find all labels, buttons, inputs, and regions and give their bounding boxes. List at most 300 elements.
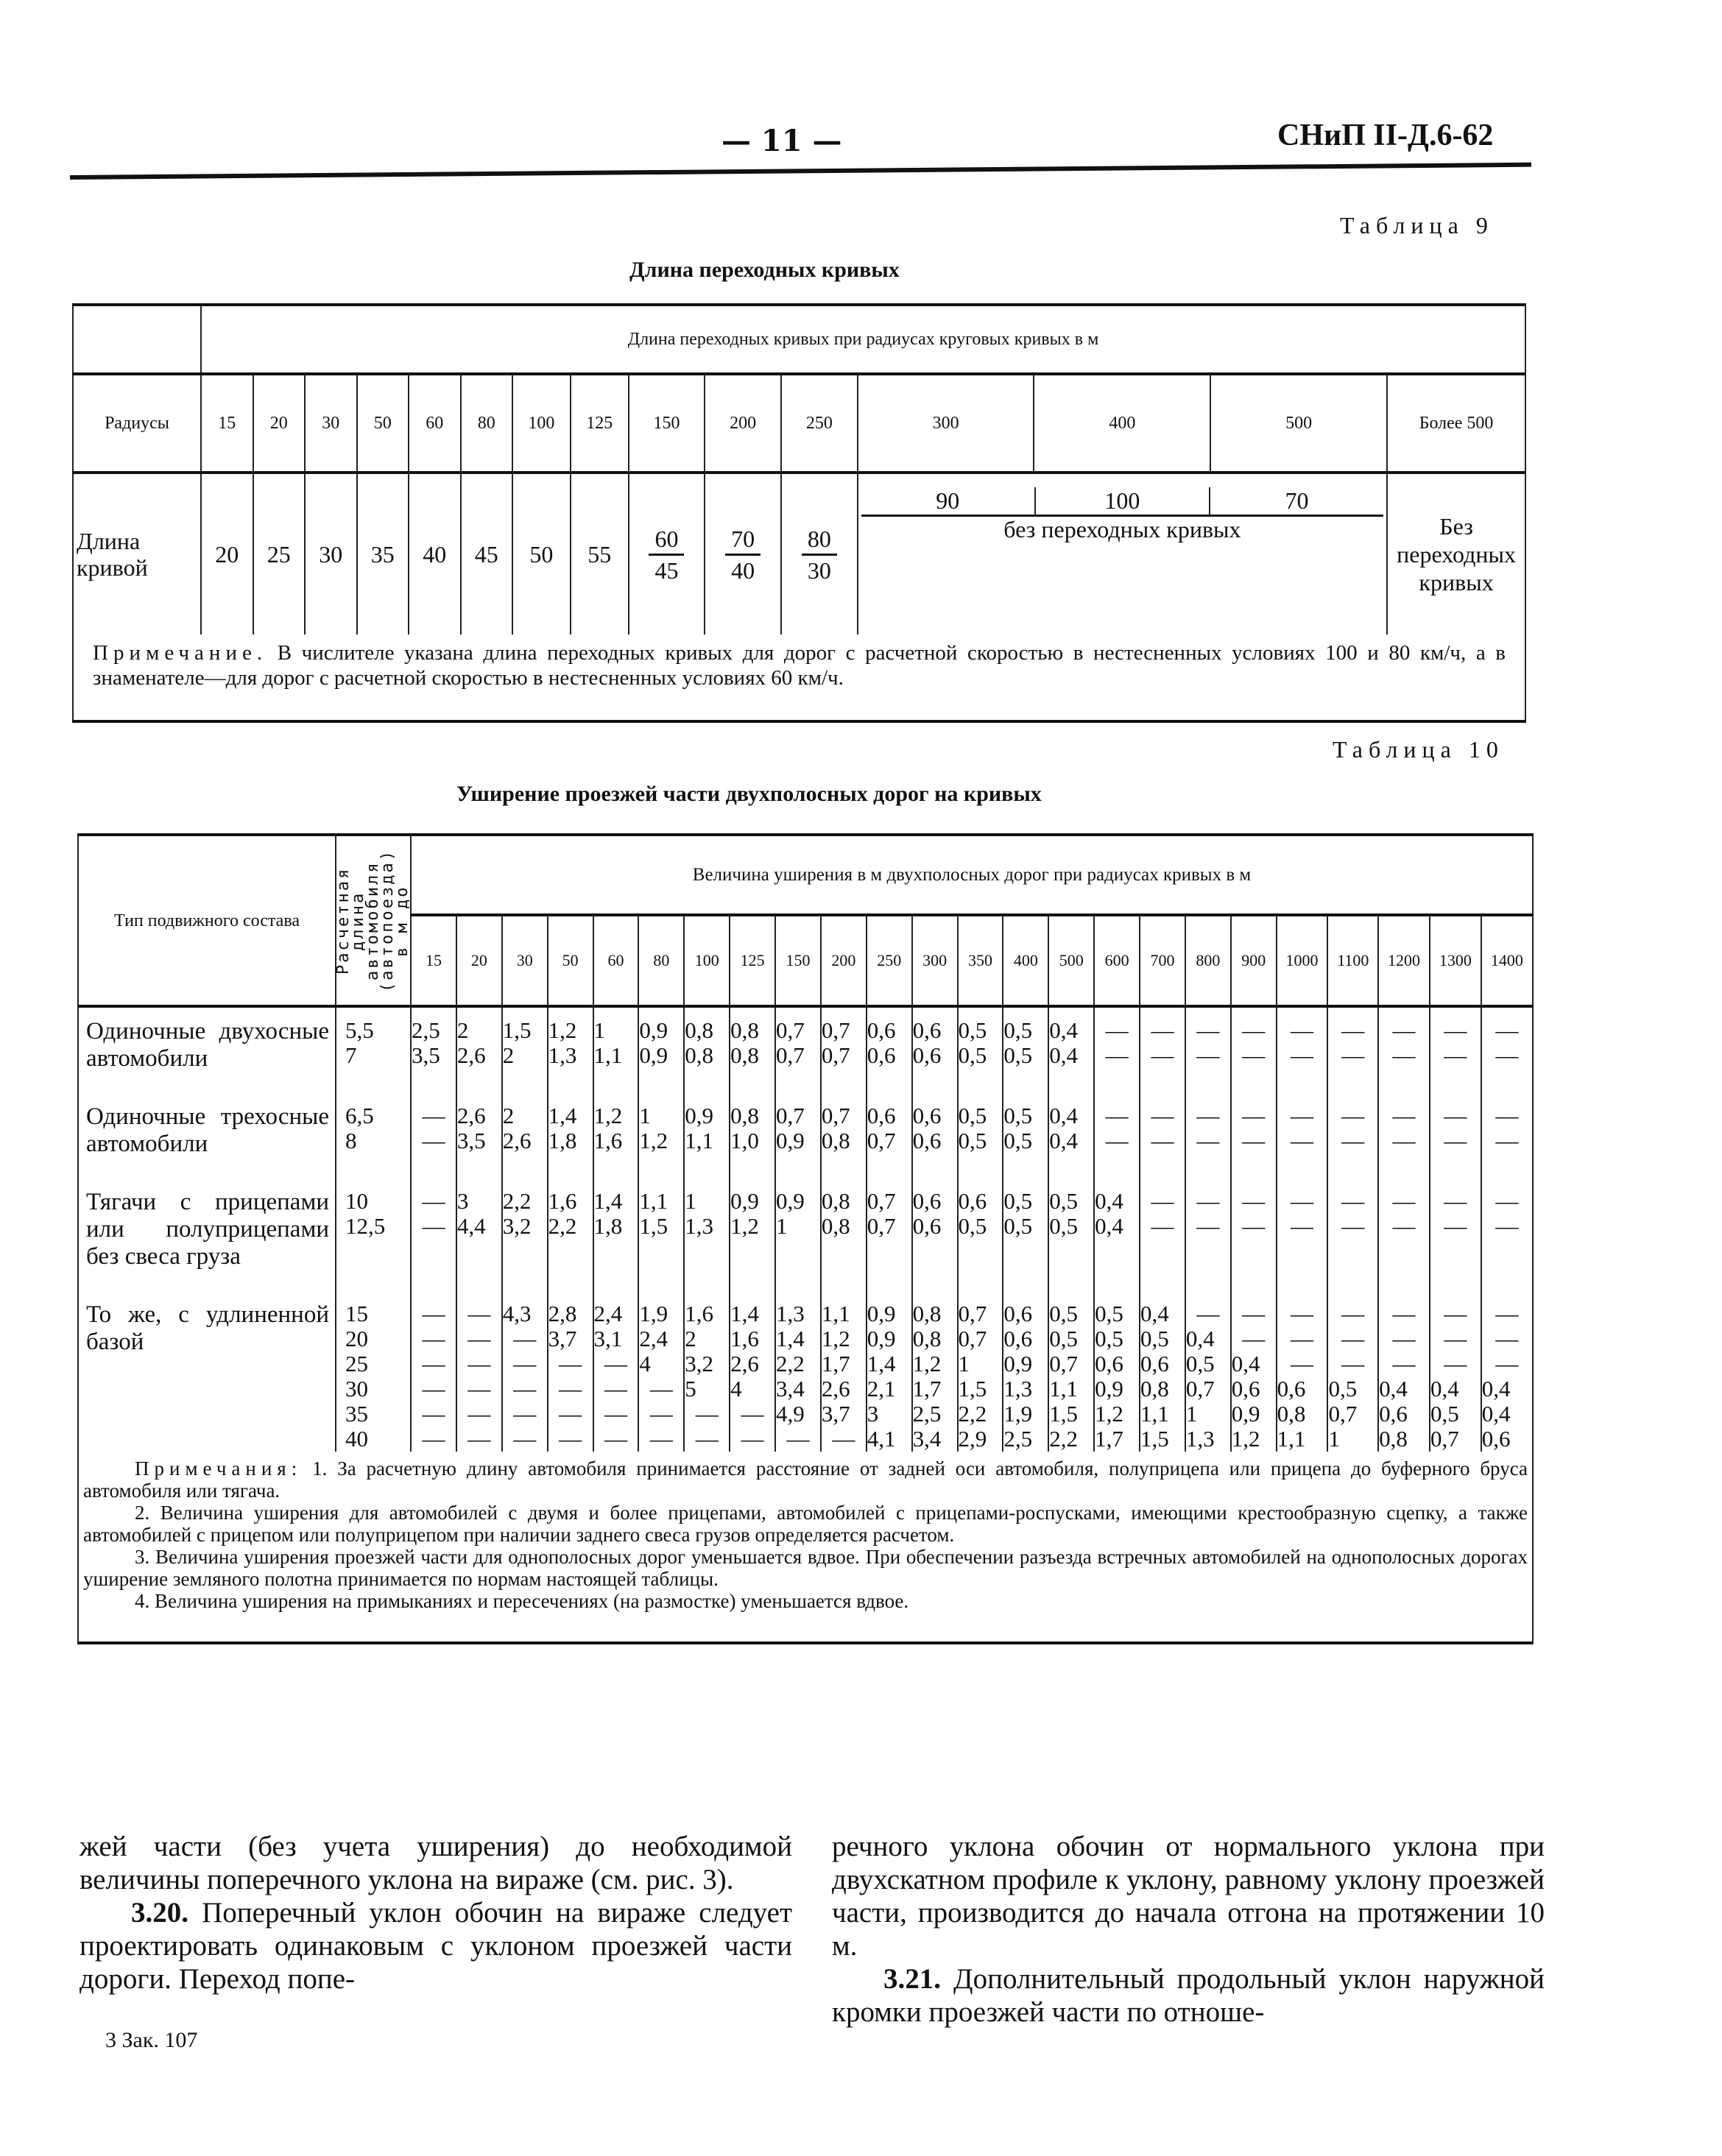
widening-value: 0,6 [1481, 1426, 1511, 1452]
widening-value: 0,8 [821, 1188, 850, 1214]
table10-group-row [78, 1291, 1533, 1452]
table10-radius-cell: 1300 [1430, 915, 1481, 1006]
table10-radius-cell: 350 [958, 915, 1003, 1006]
widening-value: 2,5 [412, 1017, 440, 1043]
body-left-para1: жей части (без учета уширения) до необходимой величины поперечного уклона на вираже (см. рис. 3). [80, 1831, 792, 1895]
table10-value-cell [1231, 1093, 1277, 1178]
fraction-denominator: 45 [654, 556, 679, 584]
widening-value: 2,6 [456, 1042, 486, 1068]
table10-value-cell [1140, 1178, 1185, 1291]
table10-radius-cell: 500 [1048, 915, 1094, 1006]
table10-value-cell [1048, 1006, 1094, 1093]
table9-length-cell: 45 [461, 473, 513, 635]
widening-value: 0,5 [1049, 1213, 1078, 1239]
table10-value-cell [1231, 1006, 1277, 1093]
widening-value: — [1495, 1103, 1519, 1128]
widening-value: 0,8 [1140, 1376, 1169, 1402]
widening-value: 1 [1328, 1426, 1340, 1452]
table10-value-cell [867, 1291, 912, 1452]
table10-radius-cell: 800 [1185, 915, 1231, 1006]
table10-value-cell [958, 1006, 1003, 1093]
widening-value: 2,2 [548, 1213, 577, 1239]
table10-value-cell [1231, 1291, 1277, 1452]
widening-value: — [1151, 1042, 1174, 1068]
widening-value: — [1291, 1326, 1314, 1351]
widening-value: 1,6 [730, 1326, 759, 1351]
table10-length-header [336, 835, 411, 1006]
table10-value-cell [1378, 1093, 1430, 1178]
table9-length-cell: 55 [571, 473, 629, 635]
widening-value: 0,7 [821, 1017, 850, 1043]
widening-value: 0,7 [1430, 1426, 1459, 1452]
widening-value: — [422, 1103, 445, 1128]
widening-value: — [559, 1401, 582, 1427]
table10-radius-cell: 1000 [1277, 915, 1328, 1006]
widening-value: 2 [456, 1017, 469, 1043]
widening-value: — [1392, 1326, 1416, 1351]
table10-value-cell [821, 1006, 867, 1093]
table10-value-cell [456, 1291, 502, 1452]
footer-order-code: 3 Зак. 107 [105, 2028, 198, 2052]
table9-note-text: В числителе указана длина переходных кривых для дорог с расчетной скоростью в нестесненных условиях 100 и 80 км/ч, а в знаменателе—для дорог с расчетной скоростью в нестесненных условиях 60 км/ч. [93, 641, 1506, 690]
widening-value: 2,1 [867, 1376, 896, 1402]
table10-value-cell [1185, 1178, 1231, 1291]
widening-value: — [1196, 1301, 1220, 1326]
widening-value: — [1151, 1128, 1174, 1153]
table10-value-cell [593, 1291, 639, 1452]
widening-value: 0,7 [776, 1103, 805, 1128]
widening-value: 0,9 [867, 1326, 896, 1351]
table10-notes [78, 1452, 1533, 1643]
widening-value: 0,7 [776, 1042, 805, 1068]
widening-value: 2,6 [821, 1376, 850, 1402]
widening-value: 3 [867, 1401, 879, 1427]
widening-value: 0,6 [1095, 1351, 1123, 1376]
widening-value: 0,8 [1379, 1426, 1408, 1452]
table10-value-cell [638, 1006, 684, 1093]
widening-value: 1,1 [1049, 1376, 1078, 1402]
table10-value-cell [548, 1093, 593, 1178]
widening-value: 3,1 [593, 1326, 623, 1351]
widening-value: 0,8 [1277, 1401, 1306, 1427]
widening-value: 0,6 [1379, 1401, 1408, 1427]
widening-value: 0,9 [639, 1042, 668, 1068]
table10-value-cell [912, 1178, 958, 1291]
table10-value-cell [1094, 1291, 1140, 1452]
widening-value: — [1196, 1017, 1220, 1043]
fraction-denominator: 40 [731, 556, 755, 584]
widening-value: 0,8 [730, 1103, 759, 1128]
table9-length-label: Длина кривой [73, 473, 201, 635]
length-value: 10 [345, 1188, 368, 1214]
table9-radius-cell: 200 [705, 374, 781, 473]
table9-radius-cell: 50 [357, 374, 409, 473]
widening-value: 2,6 [502, 1128, 532, 1153]
table10-value-cell [456, 1093, 502, 1178]
widening-value: 1 [685, 1188, 696, 1214]
widening-value: — [1151, 1103, 1174, 1128]
widening-value: 0,4 [1379, 1376, 1408, 1402]
widening-value: 1,5 [958, 1376, 987, 1402]
table9-group-header: Длина переходных кривых при радиусах круговых кривых в м [201, 305, 1525, 374]
widening-value: 4 [730, 1376, 742, 1402]
table9-length-cell: 50 [512, 473, 571, 635]
widening-value: 1,4 [776, 1326, 805, 1351]
table10-value-cell [730, 1178, 775, 1291]
widening-value: 0,9 [639, 1017, 668, 1043]
table10-value-cell [593, 1178, 639, 1291]
table10-value-cell [1378, 1006, 1430, 1093]
widening-value: — [467, 1351, 491, 1376]
widening-value: 0,8 [912, 1326, 942, 1351]
widening-value: — [1291, 1017, 1314, 1043]
table10-value-cell [684, 1178, 730, 1291]
widening-value: 0,8 [730, 1017, 759, 1043]
widening-value: 0,5 [1430, 1401, 1459, 1427]
table10-radius-cell: 30 [502, 915, 548, 1006]
widening-value: — [1392, 1351, 1416, 1376]
table9-radius-cell: 15 [201, 374, 253, 473]
widening-value: — [1242, 1188, 1266, 1214]
widening-value: — [1105, 1103, 1129, 1128]
table10-value-cell [1094, 1006, 1140, 1093]
widening-value: 0,9 [730, 1188, 759, 1214]
table10-radius-cell: 700 [1140, 915, 1185, 1006]
widening-value: 0,5 [1003, 1128, 1033, 1153]
table10-note-3: 3. Величина уширения проезжей части для однополосных дорог уменьшается вдвое. При обеспечении разъезда встречных автомобилей на однополосных дорогах уширение земляного полотна принимается по нормам настоящей таблицы. [83, 1546, 1528, 1590]
widening-value: 1,4 [730, 1301, 759, 1326]
table10-value-cell [1327, 1093, 1378, 1178]
body-right-para2 [832, 1962, 1545, 2029]
widening-value: 1 [639, 1103, 651, 1128]
widening-value: 1,6 [593, 1128, 623, 1153]
table10-radius-cell: 1200 [1378, 915, 1430, 1006]
widening-value: 2,8 [548, 1301, 577, 1326]
widening-value: 0,7 [958, 1301, 987, 1326]
widening-value: — [1392, 1213, 1416, 1239]
widening-value: 1 [958, 1351, 970, 1376]
widening-value: 2,6 [730, 1351, 759, 1376]
widening-value: 2,2 [776, 1351, 805, 1376]
widening-value: — [559, 1376, 582, 1402]
table10-value-cell [1185, 1006, 1231, 1093]
widening-value: — [604, 1401, 627, 1427]
table10-value-cell [638, 1178, 684, 1291]
widening-value: 1,1 [821, 1301, 850, 1326]
widening-value: 0,5 [1049, 1188, 1078, 1214]
widening-value: — [513, 1426, 537, 1452]
widening-value: — [1291, 1128, 1314, 1153]
table10-value-cell [958, 1291, 1003, 1452]
widening-value: — [1444, 1301, 1467, 1326]
table9-radius-cell: 150 [629, 374, 705, 473]
table10-value-cell [730, 1093, 775, 1178]
widening-value: — [604, 1351, 627, 1376]
table10-vehicle-length [336, 1291, 411, 1452]
widening-value: 0,9 [1095, 1376, 1123, 1402]
table9-radius-cell: 30 [305, 374, 357, 473]
table10-value-cell [1003, 1093, 1048, 1178]
widening-value: 0,8 [912, 1301, 942, 1326]
widening-value: 1,3 [1003, 1376, 1033, 1402]
widening-value: — [1392, 1301, 1416, 1326]
table10-value-cell [1003, 1178, 1048, 1291]
widening-value: 1 [1185, 1401, 1198, 1427]
table9 [72, 303, 1526, 723]
widening-value: — [1495, 1017, 1519, 1043]
table9-title: Длина переходных кривых [629, 258, 900, 282]
table10-value-cell [502, 1093, 548, 1178]
widening-value: 2,4 [639, 1326, 668, 1351]
widening-value: 1,6 [548, 1188, 577, 1214]
table10-note-2: 2. Величина уширения для автомобилей с двумя и более прицепами, автомобилей с прицепами-роспусками, имеющими крестообразную сцепку, а также автомобилей с прицепом или полуприцепом при наличии заднего свеса грузов определяется расчетом. [83, 1502, 1528, 1546]
widening-value: 0,6 [958, 1188, 987, 1214]
widening-value: — [422, 1351, 445, 1376]
table10-value-cell [593, 1093, 639, 1178]
widening-value: — [1291, 1103, 1314, 1128]
table10-value-cell [1185, 1291, 1231, 1452]
widening-value: — [513, 1326, 537, 1351]
fraction-numerator: 70 [725, 524, 761, 556]
widening-value: — [1242, 1017, 1266, 1043]
widening-value: 0,6 [912, 1128, 942, 1153]
widening-value: 1 [593, 1017, 605, 1043]
table10-vehicle-type: Одиночные двухосные автомобили [78, 1006, 336, 1093]
widening-value: 1,2 [1231, 1426, 1260, 1452]
widening-value: 0,4 [1095, 1213, 1123, 1239]
widening-value: 3,5 [456, 1128, 486, 1153]
table10-value-cell [1378, 1178, 1430, 1291]
body-left-column [80, 1830, 792, 1996]
widening-value: 4 [639, 1351, 651, 1376]
widening-value: — [1196, 1103, 1220, 1128]
widening-value: — [1291, 1188, 1314, 1214]
widening-value: 1,4 [867, 1351, 896, 1376]
widening-value: — [467, 1326, 491, 1351]
widening-value: 0,4 [1185, 1326, 1215, 1351]
table9-note [73, 635, 1525, 721]
table10-value-cell [411, 1178, 456, 1291]
widening-value: 0,6 [912, 1017, 942, 1043]
widening-value: 1,5 [639, 1213, 668, 1239]
widening-value: 1,8 [548, 1128, 577, 1153]
widening-value: — [559, 1351, 582, 1376]
widening-value: 0,8 [821, 1128, 850, 1153]
widening-value: 0,4 [1481, 1376, 1511, 1402]
widening-value: — [1495, 1351, 1519, 1376]
table9-top-value: 100 [1036, 487, 1210, 515]
table10-group-row [78, 1093, 1533, 1178]
fraction-numerator: 60 [649, 524, 684, 556]
table10-radius-cell: 100 [684, 915, 730, 1006]
widening-value: — [467, 1301, 491, 1326]
widening-value: 1,7 [821, 1351, 850, 1376]
table10-value-cell [456, 1178, 502, 1291]
widening-value: — [1341, 1351, 1365, 1376]
widening-value: 0,8 [730, 1042, 759, 1068]
table10-value-cell [1378, 1291, 1430, 1452]
widening-value: 0,6 [912, 1213, 942, 1239]
widening-value: — [1444, 1042, 1467, 1068]
widening-value: 1,4 [593, 1188, 623, 1214]
widening-value: — [1444, 1103, 1467, 1128]
widening-value: 1,1 [593, 1042, 623, 1068]
body-right-column [832, 1830, 1545, 2029]
table10-value-cell [912, 1093, 958, 1178]
widening-value: 3 [456, 1188, 469, 1214]
table10-group-row [78, 1006, 1533, 1093]
widening-value: — [1341, 1128, 1365, 1153]
table10-value-cell [821, 1291, 867, 1452]
widening-value: 0,8 [685, 1042, 713, 1068]
table9-no-curves-cell [858, 473, 1387, 635]
widening-value: 1,5 [1140, 1426, 1169, 1452]
widening-value: 3,2 [502, 1213, 532, 1239]
table10-vehicle-length [336, 1006, 411, 1093]
document-code: СНиП II-Д.6-62 [1277, 119, 1494, 152]
widening-value: — [1392, 1042, 1416, 1068]
table10-value-cell [411, 1093, 456, 1178]
table10-value-cell [1003, 1006, 1048, 1093]
widening-value: 4,4 [456, 1213, 486, 1239]
widening-value: — [1291, 1213, 1314, 1239]
widening-value: — [1341, 1042, 1365, 1068]
table10-vehicle-type: Одиночные трехосные автомобили [78, 1093, 336, 1178]
length-value: 7 [345, 1042, 357, 1068]
table9-radius-cell: 300 [858, 374, 1034, 473]
table10-value-cell [548, 1006, 593, 1093]
table9-label: Таблица 9 [1340, 212, 1494, 238]
widening-value: — [695, 1401, 719, 1427]
length-value: 8 [345, 1128, 357, 1153]
header-rule [70, 163, 1531, 180]
table10-radius-cell: 80 [638, 915, 684, 1006]
table10-value-cell [1140, 1093, 1185, 1178]
table10-value-cell [1481, 1291, 1533, 1452]
body-right-para1: речного уклона обочин от нормального уклона при двухскатном профиле к уклону, равному уклону проезжей части, производится до начала отгона на протяжении 10 м. [832, 1831, 1545, 1962]
table10-radius-cell: 125 [730, 915, 775, 1006]
widening-value: 3,5 [412, 1042, 440, 1068]
widening-value: 1,9 [639, 1301, 668, 1326]
table9-radius-cell: 80 [461, 374, 513, 473]
widening-value: 0,5 [1003, 1017, 1033, 1043]
widening-value: — [467, 1401, 491, 1427]
table10-value-cell [548, 1291, 593, 1452]
widening-value: 0,5 [958, 1128, 987, 1153]
table10 [77, 833, 1534, 1644]
widening-value: 0,5 [1049, 1326, 1078, 1351]
fraction [802, 524, 837, 585]
widening-value: 0,5 [1003, 1103, 1033, 1128]
widening-value: 1 [776, 1213, 788, 1239]
widening-value: — [1151, 1188, 1174, 1214]
widening-value: — [422, 1301, 445, 1326]
widening-value: — [832, 1426, 855, 1452]
table10-value-cell [1094, 1178, 1140, 1291]
table10-value-cell [638, 1093, 684, 1178]
widening-value: 0,9 [685, 1103, 713, 1128]
widening-value: — [649, 1376, 673, 1402]
widening-value: 0,6 [912, 1188, 942, 1214]
table10-value-cell [1048, 1291, 1094, 1452]
widening-value: 2,5 [1003, 1426, 1033, 1452]
widening-value: — [1196, 1128, 1220, 1153]
table10-radius-cell: 60 [593, 915, 639, 1006]
fraction [649, 524, 684, 585]
table10-value-cell [1481, 1006, 1533, 1093]
widening-value: — [513, 1401, 537, 1427]
widening-value: 0,5 [1185, 1351, 1215, 1376]
widening-value: 0,4 [1430, 1376, 1459, 1402]
table10-value-cell [958, 1178, 1003, 1291]
widening-value: 0,5 [1003, 1213, 1033, 1239]
widening-value: — [649, 1401, 673, 1427]
widening-value: 0,9 [776, 1128, 805, 1153]
widening-value: — [695, 1426, 719, 1452]
widening-value: — [1291, 1042, 1314, 1068]
widening-value: 2,2 [958, 1401, 987, 1427]
table9-radius-label: Радиусы [73, 374, 201, 473]
table10-radius-cell: 400 [1003, 915, 1048, 1006]
table10-value-cell [775, 1178, 821, 1291]
widening-value: 1,6 [685, 1301, 713, 1326]
widening-value: 1,2 [1095, 1401, 1123, 1427]
widening-value: 0,9 [1231, 1401, 1260, 1427]
table10-value-cell [1327, 1178, 1378, 1291]
table10-radius-cell: 150 [775, 915, 821, 1006]
widening-value: — [1242, 1042, 1266, 1068]
widening-value: 0,4 [1049, 1017, 1078, 1043]
widening-value: — [422, 1326, 445, 1351]
widening-value: 3,7 [821, 1401, 850, 1427]
widening-value: 0,6 [867, 1017, 896, 1043]
page-number: — 11 — [721, 124, 842, 158]
section-number-3-20: 3.20. [131, 1897, 188, 1929]
table10-notes-prefix: Примечания: [135, 1457, 303, 1480]
table9-top-value: 90 [861, 487, 1036, 515]
widening-value: 2 [502, 1103, 515, 1128]
table9-length-cell: 25 [253, 473, 306, 635]
table10-value-cell [1231, 1178, 1277, 1291]
widening-value: 0,5 [1095, 1326, 1123, 1351]
table10-value-cell [1048, 1093, 1094, 1178]
widening-value: — [1495, 1213, 1519, 1239]
widening-value: 0,7 [867, 1188, 896, 1214]
table9-radius-cell: 60 [409, 374, 461, 473]
table10-note-1: 1. За расчетную длину автомобиля принимается расстояние от задней оси автомобиля, полуприцепа или прицепа до буферного бруса автомобиля или тягача. [83, 1457, 1528, 1502]
fraction-numerator: 80 [802, 524, 837, 556]
table9-fraction-cell [781, 473, 858, 635]
table10-radius-cell: 15 [411, 915, 456, 1006]
widening-value: 4,9 [776, 1401, 805, 1427]
widening-value: — [1242, 1128, 1266, 1153]
widening-value: 3,4 [776, 1376, 805, 1402]
widening-value: 0,7 [776, 1017, 805, 1043]
fraction [725, 524, 761, 585]
widening-value: — [1242, 1326, 1266, 1351]
widening-value: 0,7 [867, 1213, 896, 1239]
widening-value: — [786, 1426, 810, 1452]
widening-value: 0,4 [1049, 1128, 1078, 1153]
widening-value: — [1242, 1213, 1266, 1239]
table10-vehicle-type: То же, с удлиненной базой [78, 1291, 336, 1452]
table10-value-cell [821, 1093, 867, 1178]
table9-radius-cell: Более 500 [1387, 374, 1525, 473]
widening-value: 0,5 [1095, 1301, 1123, 1326]
widening-value: — [1495, 1188, 1519, 1214]
widening-value: 1,7 [1095, 1426, 1123, 1452]
widening-value: 2 [685, 1326, 696, 1351]
